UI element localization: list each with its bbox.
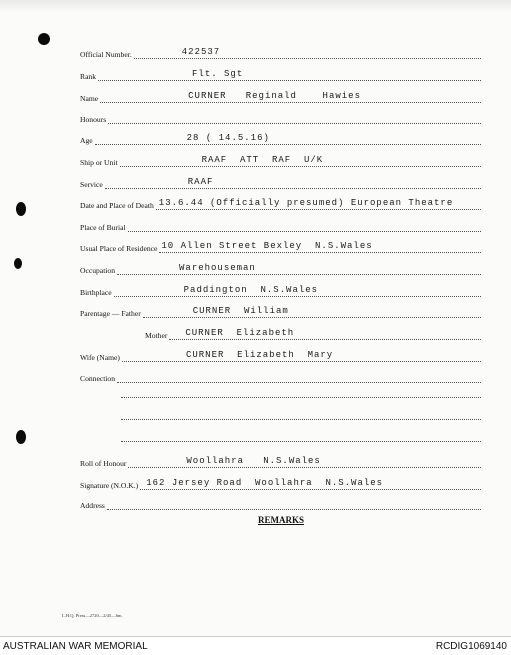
row-address <box>80 496 481 510</box>
footer-bar <box>0 636 511 655</box>
service-label: Service <box>80 180 103 189</box>
birthplace-label: Birthplace <box>80 288 112 297</box>
footer-record-id: RCDIG1069140 <box>435 641 507 652</box>
name-label: Name <box>80 94 99 103</box>
mother-label: Mother <box>145 331 168 340</box>
age-value: 28 ( 14.5.16) <box>186 133 270 143</box>
punch-hole <box>14 258 22 269</box>
remarks-heading: REMARKS <box>258 515 305 525</box>
scan-edge <box>0 0 511 12</box>
connection-blank-line <box>121 418 481 420</box>
rank-value: Flt. Sgt <box>192 69 244 79</box>
ship-or-unit-value: RAAF ATT RAF U/K <box>201 155 324 165</box>
punch-hole <box>38 33 50 45</box>
roll-of-honour-label: Roll of Honour <box>80 459 127 468</box>
address-label: Address <box>80 501 105 510</box>
row-ship-or-unit <box>80 153 481 167</box>
row-connection <box>80 369 481 383</box>
row-father <box>80 304 481 318</box>
roll-of-honour-value: Woollahra N.S.Wales <box>186 456 321 466</box>
name-value: CURNER Reginald Hawies <box>188 91 361 101</box>
row-official-number <box>80 45 481 59</box>
mother-value: CURNER Elizabeth <box>185 328 295 338</box>
connection-label: Connection <box>80 374 116 383</box>
row-birthplace <box>80 283 481 297</box>
connection-blank-line <box>121 440 481 442</box>
honours-label: Honours <box>80 115 107 124</box>
row-occupation <box>80 261 481 275</box>
row-age <box>80 131 481 145</box>
signature-value: 162 Jersey Road Woollahra N.S.Wales <box>146 478 384 488</box>
date-place-death-value: 13.6.44 (Officially presumed) European Theatre <box>158 198 454 208</box>
place-of-burial-label: Place of Burial <box>80 223 126 232</box>
form-code: L.H.Q. Press—2720—2/45—6m. <box>62 613 123 618</box>
rank-label: Rank <box>80 72 97 81</box>
punch-hole <box>16 430 26 444</box>
row-rank <box>80 67 481 81</box>
date-place-death-label: Date and Place of Death <box>80 201 154 210</box>
row-signature <box>80 476 481 490</box>
occupation-value: Warehouseman <box>179 263 256 273</box>
row-honours <box>80 110 481 124</box>
row-service <box>80 175 481 189</box>
service-value: RAAF <box>187 177 214 187</box>
official-number-value: 422537 <box>181 47 221 57</box>
row-place-of-burial <box>80 218 481 232</box>
row-date-place-death <box>80 196 481 210</box>
row-name <box>80 89 481 103</box>
connection-blank-line <box>121 396 481 398</box>
age-label: Age <box>80 136 93 145</box>
occupation-label: Occupation <box>80 266 116 275</box>
wife-value: CURNER Elizabeth Mary <box>185 350 334 360</box>
row-wife <box>80 348 481 362</box>
usual-residence-value: 10 Allen Street Bexley N.S.Wales <box>161 241 373 251</box>
father-label: Parentage — Father <box>80 309 141 318</box>
footer-institution: AUSTRALIAN WAR MEMORIAL <box>3 641 148 652</box>
row-mother <box>145 326 481 340</box>
row-usual-residence <box>80 239 481 253</box>
wife-label: Wife (Name) <box>80 353 120 362</box>
row-roll-of-honour <box>80 454 481 468</box>
ship-or-unit-label: Ship or Unit <box>80 158 118 167</box>
official-number-label: Official Number. <box>80 50 132 59</box>
birthplace-value: Paddington N.S.Wales <box>183 285 319 295</box>
punch-hole <box>16 202 26 216</box>
signature-label: Signature (N.O.K.) <box>80 481 139 490</box>
usual-residence-label: Usual Place of Residence <box>80 244 158 253</box>
father-value: CURNER William <box>192 306 289 316</box>
